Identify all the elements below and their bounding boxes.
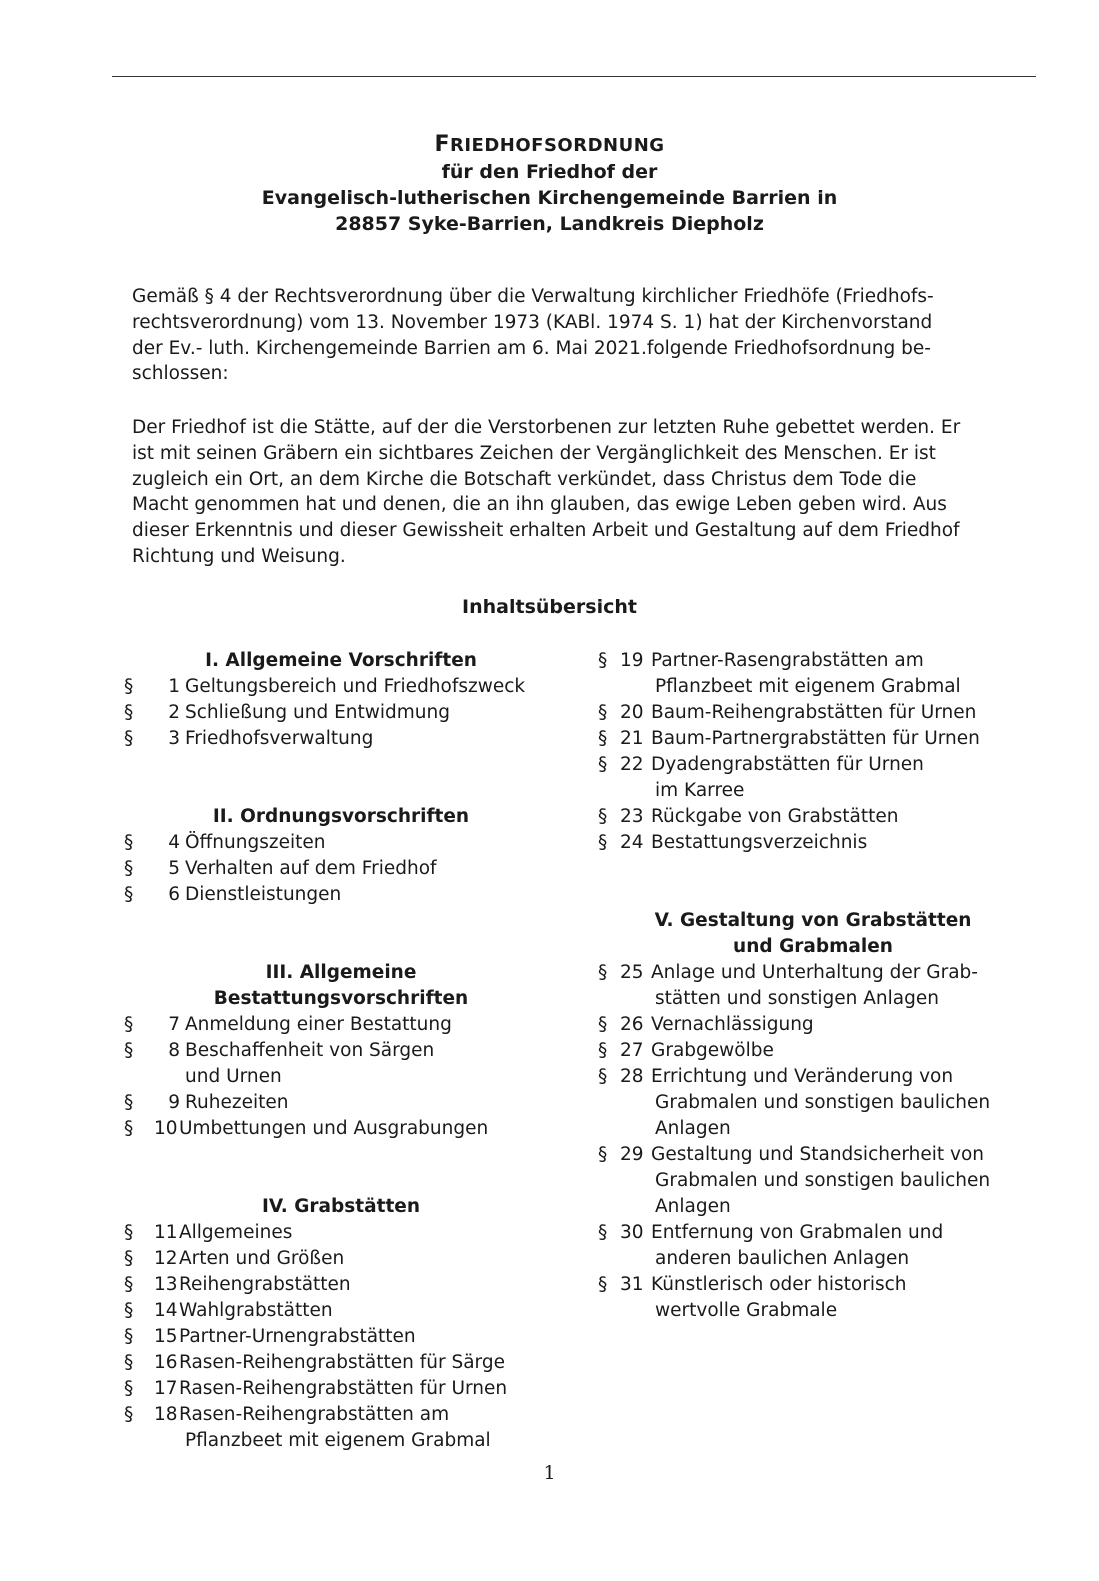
item-number: 11 [154,1222,178,1243]
section-sign: § [124,1326,134,1347]
item-title: Baum-Reihengrabstätten für Urnen [651,702,977,723]
toc-item [598,1272,1038,1298]
toc-item [124,1272,574,1298]
section-sign: § [598,1066,608,1087]
section-sign: § [598,728,608,749]
item-number: 12 [154,1248,178,1269]
section-spacer [124,908,574,960]
item-title-continued: anderen baulichen Anlagen [655,1248,910,1269]
section-sign: § [124,1378,134,1399]
toc-section-heading: Bestattungsvorschriften [213,988,469,1009]
section-sign: § [598,1274,608,1295]
toc-item [124,1298,574,1324]
title-line-3: Evangelisch-lutherischen Kirchengemeinde Barrien in [261,187,838,209]
toc-item [124,1038,574,1064]
intro-paragraph-1 [132,284,1024,387]
paragraph-line: zugleich ein Ort, an dem Kirche die Botschaft verkündet, dass Christus dem Tode die [132,468,917,490]
title-main-text: FRIEDHOFSORDNUNG [434,132,665,157]
paragraph-line: schlossen: [132,363,229,385]
document-title [0,132,1099,237]
item-title-continued: Anlagen [655,1196,731,1217]
paragraph-line: Richtung und Weisung. [132,545,346,567]
toc-item [124,1220,574,1246]
item-number: 17 [154,1378,178,1399]
item-number: 3 [168,728,180,749]
section-sign: § [124,1092,134,1113]
toc-item [124,674,574,700]
item-title-continued: Anlagen [655,1118,731,1139]
toc-item [124,700,574,726]
item-title: Reihengrabstätten [179,1274,351,1295]
section-sign: § [124,1040,134,1061]
section-sign: § [124,1274,134,1295]
item-title: Ruhezeiten [185,1092,289,1113]
item-number: 31 [620,1274,644,1295]
toc-item [598,1012,1038,1038]
item-title: Allgemeines [179,1222,293,1243]
item-number: 30 [620,1222,644,1243]
item-title: Gestaltung und Standsicherheit von [651,1144,984,1165]
item-title: Schließung und Entwidmung [185,702,450,723]
toc-item [124,1324,574,1350]
toc-section-heading: und Grabmalen [733,936,893,957]
toc-item [598,1064,1038,1090]
toc-item [598,726,1038,752]
toc-item [124,830,574,856]
item-title-continued: im Karree [655,780,745,801]
page-number: 1 [543,1462,556,1484]
toc-item [124,1090,574,1116]
item-number: 21 [620,728,644,749]
section-spacer [124,752,574,804]
item-number: 2 [168,702,180,723]
item-title: Beschaffenheit von Särgen [185,1040,435,1061]
section-sign: § [124,1118,134,1139]
section-sign: § [598,754,608,775]
toc-item [598,960,1038,986]
section-sign: § [124,1404,134,1425]
paragraph-line: Macht genommen hat und denen, die an ihn glauben, das ewige Leben geben wird. Aus [132,494,947,516]
section-sign: § [598,650,608,671]
paragraph-line: Gemäß § 4 der Rechtsverordnung über die Verwaltung kirchlicher Friedhöfe (Friedhofs- [132,286,934,307]
section-sign: § [124,702,134,723]
section-sign: § [124,858,134,879]
item-number: 9 [168,1092,180,1113]
item-number: 13 [154,1274,178,1295]
toc-heading: Inhaltsübersicht [462,596,637,618]
toc-item [598,804,1038,830]
item-number: 16 [154,1352,178,1373]
section-spacer [124,1142,574,1194]
toc-item [124,1116,574,1142]
item-number: 25 [620,962,644,983]
item-title-continued: wertvolle Grabmale [655,1300,838,1321]
item-title: Errichtung und Veränderung von [651,1066,954,1087]
section-sign: § [124,1222,134,1243]
toc-item [124,1376,574,1402]
header-rule [112,76,1036,77]
toc-section-heading: V. Gestaltung von Grabstätten [654,910,972,931]
item-title: Geltungsbereich und Friedhofszweck [185,676,526,697]
item-title: Rasen-Reihengrabstätten am [179,1404,450,1425]
item-number: 7 [168,1014,180,1035]
section-sign: § [598,1014,608,1035]
toc-section-heading: II. Ordnungsvorschriften [212,806,470,827]
toc-item [598,1220,1038,1246]
item-title-continued: Pflanzbeet mit eigenem Grabmal [185,1430,491,1451]
item-number: 10 [154,1118,178,1139]
title-main [0,132,1099,159]
section-sign: § [124,1300,134,1321]
item-title: Anlage und Unterhaltung der Grab- [651,962,978,983]
paragraph-line: dieser Erkenntnis und dieser Gewissheit erhalten Arbeit und Gestaltung auf dem Friedhof [132,520,960,542]
paragraph-line: rechtsverordnung) vom 13. November 1973 (KABl. 1974 S. 1) hat der Kirchenvorstand [132,311,933,333]
section-sign: § [598,962,608,983]
item-number: 5 [168,858,180,879]
item-title: Künstlerisch oder historisch [651,1274,907,1295]
item-title: Verhalten auf dem Friedhof [185,858,437,879]
toc-item [124,856,574,882]
toc-item [598,700,1038,726]
item-title: Bestattungsverzeichnis [651,832,868,853]
toc-item [598,830,1038,856]
item-title: Wahlgrabstätten [179,1300,333,1321]
toc-item [598,648,1038,674]
item-number: 23 [620,806,644,827]
item-number: 26 [620,1014,644,1035]
item-title-continued: stätten und sonstigen Anlagen [655,988,939,1009]
item-title: Dyadengrabstätten für Urnen [651,754,924,775]
item-number: 4 [168,832,180,853]
item-number: 6 [168,884,180,905]
section-spacer [598,856,1038,908]
item-title: Arten und Größen [179,1248,345,1269]
paragraph-line: Der Friedhof ist die Stätte, auf der die Verstorbenen zur letzten Ruhe gebettet werden. Er [132,417,961,438]
item-title: Grabgewölbe [651,1040,774,1061]
item-number: 1 [168,676,180,697]
section-sign: § [598,832,608,853]
item-title: Öffnungszeiten [185,832,326,853]
item-title: Friedhofsverwaltung [185,728,374,749]
paragraph-line: der Ev.- luth. Kirchengemeinde Barrien am 6. Mai 2021.folgende Friedhofsordnung be- [132,337,931,359]
intro-paragraph-2 [132,415,1024,570]
item-number: 22 [620,754,644,775]
section-sign: § [598,1040,608,1061]
section-sign: § [124,884,134,905]
toc-item [124,1402,574,1428]
section-sign: § [124,832,134,853]
item-number: 18 [154,1404,178,1425]
section-sign: § [598,806,608,827]
toc-item [598,1038,1038,1064]
item-title: Baum-Partnergrabstätten für Urnen [651,728,980,749]
item-title: Dienstleistungen [185,884,342,905]
item-title: Partner-Rasengrabstätten am [651,650,924,671]
section-sign: § [124,1014,134,1035]
section-sign: § [124,676,134,697]
item-number: 29 [620,1144,644,1165]
section-sign: § [124,1352,134,1373]
toc-item [124,726,574,752]
section-sign: § [124,728,134,749]
title-line-4: 28857 Syke-Barrien, Landkreis Diepholz [335,213,764,235]
item-title: Umbettungen und Ausgrabungen [179,1118,489,1139]
toc-section-heading: IV. Grabstätten [261,1196,421,1217]
toc-item [124,1012,574,1038]
item-title: Rasen-Reihengrabstätten für Särge [179,1352,505,1373]
item-title: Entfernung von Grabmalen und [651,1222,944,1243]
item-title: Anmeldung einer Bestattung [185,1014,452,1035]
toc-right-column [598,648,1038,1324]
item-number: 14 [154,1300,178,1321]
section-sign: § [598,1144,608,1165]
item-title: Rasen-Reihengrabstätten für Urnen [179,1378,508,1399]
toc-item [124,1350,574,1376]
item-number: 8 [168,1040,180,1061]
item-title-continued: Grabmalen und sonstigen baulichen [655,1170,991,1191]
item-number: 27 [620,1040,644,1061]
item-title-continued: Grabmalen und sonstigen baulichen [655,1092,991,1113]
toc-item [124,882,574,908]
item-title: Partner-Urnengrabstätten [179,1326,416,1347]
toc-item [124,1246,574,1272]
item-number: 20 [620,702,644,723]
item-title: Rückgabe von Grabstätten [651,806,899,827]
item-number: 28 [620,1066,644,1087]
section-sign: § [598,702,608,723]
item-title: Vernachlässigung [651,1014,814,1035]
section-sign: § [124,1248,134,1269]
title-line-2: für den Friedhof der [441,161,658,183]
item-number: 24 [620,832,644,853]
toc-section-heading: I. Allgemeine Vorschriften [205,650,477,671]
item-title-continued: Pflanzbeet mit eigenem Grabmal [655,676,961,697]
section-sign: § [598,1222,608,1243]
paragraph-line: ist mit seinen Gräbern ein sichtbares Zeichen der Vergänglichkeit des Menschen. Er ist [132,442,936,464]
toc-item [598,1142,1038,1168]
toc-item [598,752,1038,778]
item-number: 19 [620,650,644,671]
item-title-continued: und Urnen [185,1066,282,1087]
toc-section-heading: III. Allgemeine [265,962,417,983]
toc-left-column [124,648,574,1454]
item-number: 15 [154,1326,178,1347]
